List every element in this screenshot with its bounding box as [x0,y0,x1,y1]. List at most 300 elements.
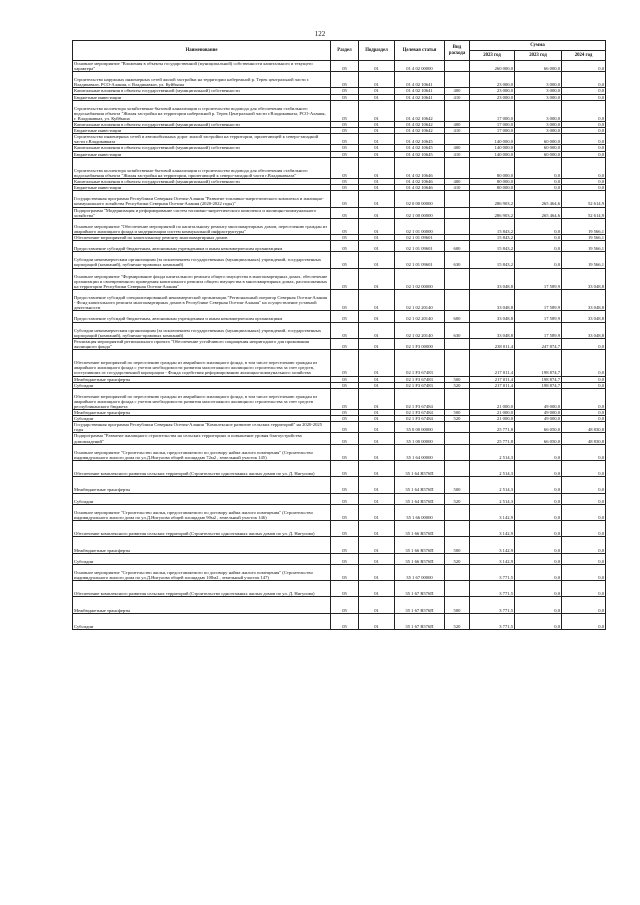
row-subsection: 01 [359,350,395,377]
row-name: Капитальные вложения в объекты государственной (муниципальной) собственности [73,122,331,128]
row-sum-2024: 33 048,8 [562,289,606,310]
row-expense-type [445,444,470,460]
row-sum-2023: 17 000,0 [470,128,515,134]
row-sum-2024: 0,0 [562,350,606,377]
row-target-article: 01 4 02 10642 [395,100,445,121]
row-target-article: 02 1 F3 67483 [395,382,445,388]
row-sum-2024: 0,0 [562,613,606,629]
row-subsection: 01 [359,597,395,613]
row-subsection: 01 [359,477,395,493]
row-subsection: 01 [359,145,395,151]
row-name: Государственная программа Республики Северная Осетия-Алания "Комплексное развитие сельских территорий" на 2020-2025 годы [73,422,331,433]
row-sum-2024: 0,0 [562,553,606,564]
row-sum-2024: 19 566,1 [562,218,606,234]
row-sum-2024: 0,0 [562,416,606,422]
row-sum-2023b: 247 874,7 [515,338,562,349]
table-row [73,613,606,629]
row-subsection: 01 [359,613,395,629]
row-sum-2024: 19 566,1 [562,241,606,252]
row-sum-2024: 0,0 [562,122,606,128]
row-sum-2023b: 265 464,6 [515,207,562,218]
row-name: Субсидии [73,382,331,388]
row-sum-2023b: 0,0 [515,477,562,493]
row-name: Обеспечение комплексного развития сельских территорий (Строительство одноэтажных жилых домов по ул. Д. Нигуоова) [73,521,331,537]
row-target-article: 02 1 F3 67483 [395,350,445,377]
row-sum-2024: 0,0 [562,145,606,151]
row-subsection: 01 [359,179,395,185]
row-target-article: 02 1 02 20140 [395,289,445,310]
row-sum-2024: 0,0 [562,444,606,460]
table-row [73,72,606,88]
row-sum-2023b: 60 000,0 [515,134,562,145]
row-expense-type: 500 [445,537,470,553]
row-expense-type: 520 [445,493,470,504]
table-row [73,521,606,537]
row-subsection: 01 [359,157,395,178]
table-row [73,61,606,72]
row-sum-2023: 2 514,3 [470,477,515,493]
row-section: 05 [331,72,359,88]
row-expense-type: 500 [445,376,470,382]
row-subsection: 01 [359,338,395,349]
row-target-article: 02 1 01 00000 [395,218,445,234]
row-sum-2024: 33 048,8 [562,322,606,338]
row-target-article: 01 4 02 10645 [395,145,445,151]
row-sum-2023b: 0,0 [515,597,562,613]
row-name: Основное мероприятие "Формирование фонда капитального ремонта общего имущества в многоквартирных домах, обеспечение организации и своевременного проведения капитального ремонта общего имущества в многоквартирных домах, расположенных на территории Республики Северная Осетия-Алания" [73,268,331,289]
header-year-2023b: 2023 год [515,51,562,61]
row-sum-2024: 0,0 [562,477,606,493]
row-section: 05 [331,218,359,234]
row-sum-2023: 2 514,3 [470,460,515,476]
table-row [73,241,606,252]
table-row [73,460,606,476]
row-sum-2023: 15 843,2 [470,218,515,234]
row-sum-2024: 48 830,8 [562,433,606,444]
row-section: 05 [331,338,359,349]
row-sum-2023b: 198 874,7 [515,350,562,377]
row-sum-2023: 15 843,2 [470,234,515,240]
row-sum-2024: 0,0 [562,376,606,382]
row-name: Основное мероприятие "Вложения в объекты государственной (муниципальной) собственности капитального и текущего характера" [73,61,331,72]
row-name: Основное мероприятие "Строительство жилья, предоставляемого по договору найма жилого помещения" (Строительство индивидуального жилого дома по ул.Д.Нигуоова общей площадью 72м2 , земельный участок 145) [73,444,331,460]
row-sum-2023b: 0,0 [515,218,562,234]
row-subsection: 01 [359,268,395,289]
row-sum-2023: 217 011,4 [470,350,515,377]
row-sum-2023b: 49 000,0 [515,388,562,409]
table-row [73,289,606,310]
table-row [73,100,606,121]
row-expense-type [445,218,470,234]
table-row [73,388,606,409]
table-row [73,581,606,597]
row-name: Капитальные вложения в объекты государственной (муниципальной) собственности [73,88,331,94]
row-target-article: 35 1 67 R576П [395,597,445,613]
row-sum-2023: 238 011,4 [470,338,515,349]
row-expense-type: 600 [445,311,470,322]
row-target-article: 02 1 02 00000 [395,268,445,289]
row-sum-2023b: 0,0 [515,185,562,191]
row-sum-2023b: 17 589,9 [515,322,562,338]
row-section: 05 [331,145,359,151]
row-section: 05 [331,234,359,240]
row-section: 05 [331,350,359,377]
row-section: 05 [331,422,359,433]
row-target-article: 35 1 66 R576П [395,521,445,537]
row-name: Субсидии [73,553,331,564]
row-section: 05 [331,207,359,218]
row-sum-2023: 21 000,0 [470,388,515,409]
row-expense-type: 520 [445,553,470,564]
row-subsection: 01 [359,207,395,218]
row-sum-2023: 3 771,5 [470,597,515,613]
row-name: Подпрограмма "Развитие жилищного строительства на сельских территориях и повышение уровня благоустройства домовладений" [73,433,331,444]
row-name: Строительство наружных инженерных сетей жилой застройки на территории набережной р. Терек центральной части г. Владикавказ, РСО-Алания, г. Владикавказ, ул. Куйбыша [73,72,331,88]
row-sum-2023: 17 000,0 [470,122,515,128]
row-sum-2024: 48 830,8 [562,422,606,433]
row-section: 05 [331,444,359,460]
row-sum-2024: 52 614,9 [562,191,606,207]
row-sum-2023b: 0,0 [515,493,562,504]
row-sum-2023: 33 048,8 [470,268,515,289]
row-name: Межбюджетные трансферты [73,410,331,416]
row-section: 05 [331,311,359,322]
row-sum-2023b: 3 000,0 [515,122,562,128]
row-sum-2023b: 3 000,0 [515,128,562,134]
row-name: Межбюджетные трансферты [73,376,331,382]
row-subsection: 01 [359,128,395,134]
row-subsection: 01 [359,61,395,72]
row-sum-2023b: 0,0 [515,521,562,537]
table-row [73,422,606,433]
row-sum-2023: 15 843,2 [470,252,515,268]
row-target-article: 35 1 67 00000 [395,564,445,580]
row-target-article: 01 4 02 10646 [395,185,445,191]
row-name: Субсидии [73,613,331,629]
row-target-article: 01 4 02 00000 [395,61,445,72]
row-sum-2024: 0,0 [562,382,606,388]
row-expense-type [445,504,470,520]
row-sum-2023b: 0,0 [515,613,562,629]
row-sum-2023: 3 771,5 [470,581,515,597]
table-row [73,564,606,580]
row-section: 05 [331,122,359,128]
row-sum-2024: 0,0 [562,72,606,88]
table-row [73,350,606,377]
row-sum-2024: 33 048,8 [562,311,606,322]
row-sum-2023: 286 903,2 [470,207,515,218]
row-expense-type [445,338,470,349]
row-target-article: 01 4 02 10642 [395,122,445,128]
row-sum-2023b: 49 000,0 [515,416,562,422]
row-target-article: 01 4 02 10646 [395,179,445,185]
page-number: 122 [314,30,326,38]
row-target-article: 01 4 02 10646 [395,157,445,178]
row-subsection: 01 [359,521,395,537]
row-expense-type [445,72,470,88]
row-section: 05 [331,553,359,564]
row-section: 05 [331,100,359,121]
row-sum-2023: 33 048,8 [470,322,515,338]
row-sum-2023: 2 514,3 [470,493,515,504]
row-subsection: 01 [359,504,395,520]
row-expense-type [445,191,470,207]
row-sum-2023: 23 000,0 [470,72,515,88]
row-sum-2023: 3 142,9 [470,537,515,553]
table-row [73,504,606,520]
row-section: 05 [331,179,359,185]
row-section: 05 [331,410,359,416]
row-sum-2023b: 60 000,0 [515,151,562,157]
row-sum-2024: 0,0 [562,338,606,349]
row-name: Капитальные вложения в объекты государственной (муниципальной) собственности [73,179,331,185]
row-section: 05 [331,268,359,289]
row-section: 05 [331,581,359,597]
row-expense-type: 410 [445,151,470,157]
row-name: Обеспечение комплексного развития сельских территорий (Строительство одноэтажных жилых домов по ул. Д. Нигуоова) [73,581,331,597]
row-subsection: 01 [359,564,395,580]
row-target-article: 35 1 64 R576П [395,493,445,504]
row-name: Строительство коллектора хозяйственно-бытовой канализации и строительство водовода для обеспечения стабильного водоснабжения объекта "Жилая застройка на территории, прилегающей к северо-западной части г.Владикавказа" [73,157,331,178]
row-target-article: 35 1 64 R576П [395,460,445,476]
header-name: Наименование [73,41,331,61]
row-sum-2023: 3 142,9 [470,504,515,520]
row-sum-2023b: 0,0 [515,460,562,476]
row-subsection: 01 [359,289,395,310]
row-expense-type: 400 [445,88,470,94]
row-subsection: 01 [359,122,395,128]
row-name: Бюджетные инвестиции [73,151,331,157]
row-sum-2023b: 66 050,0 [515,433,562,444]
table-row [73,338,606,349]
row-target-article: 02 1 00 00000 [395,207,445,218]
row-subsection: 01 [359,444,395,460]
row-sum-2023: 21 000,0 [470,416,515,422]
row-target-article: 35 1 67 R576П [395,613,445,629]
row-sum-2024: 0,0 [562,537,606,553]
row-sum-2024: 0,0 [562,179,606,185]
row-subsection: 01 [359,416,395,422]
row-sum-2023: 80 000,0 [470,185,515,191]
row-target-article: 02 1 F3 67484 [395,416,445,422]
row-subsection: 01 [359,410,395,416]
row-section: 05 [331,537,359,553]
row-sum-2023b: 66 000,0 [515,61,562,72]
row-sum-2023: 260 000,0 [470,61,515,72]
row-section: 05 [331,157,359,178]
row-name: Обеспечение мероприятий по капитальному ремонту многоквартирных домов [73,234,331,240]
row-name: Обеспечение комплексного развития сельских территорий (Строительство одноэтажных жилых домов по ул. Д. Нигуоова) [73,460,331,476]
row-sum-2023b: 3 000,0 [515,100,562,121]
row-section: 05 [331,88,359,94]
row-expense-type [445,134,470,145]
row-subsection: 01 [359,553,395,564]
row-target-article: 02 1 F3 67484 [395,410,445,416]
row-expense-type: 400 [445,122,470,128]
row-name: Субсидии некоммерческим организациям (за исключением государственных (муниципальных) учреждений, государственных корпораций (компаний), публично-правовых компаний) [73,322,331,338]
row-sum-2023b: 3 000,0 [515,72,562,88]
row-target-article: 35 1 66 R576П [395,537,445,553]
row-sum-2024: 0,0 [562,581,606,597]
row-sum-2023: 3 142,9 [470,521,515,537]
row-section: 05 [331,94,359,100]
row-section: 05 [331,134,359,145]
row-sum-2023b: 265 464,6 [515,191,562,207]
row-section: 05 [331,416,359,422]
row-sum-2023b: 0,0 [515,241,562,252]
row-subsection: 01 [359,218,395,234]
row-target-article: 02 1 01 09601 [395,241,445,252]
row-sum-2023: 23 000,0 [470,88,515,94]
row-sum-2023b: 17 589,9 [515,268,562,289]
row-expense-type: 410 [445,185,470,191]
row-subsection: 01 [359,382,395,388]
row-section: 05 [331,597,359,613]
row-target-article: 35 1 66 00000 [395,504,445,520]
row-expense-type [445,388,470,409]
row-sum-2023b: 198 874,7 [515,376,562,382]
row-sum-2023: 140 000,0 [470,134,515,145]
row-expense-type: 400 [445,179,470,185]
row-sum-2023: 80 000,0 [470,179,515,185]
row-name: Основное мероприятие "Строительство жилья, предоставляемого по договору найма жилого помещения" (Строительство индивидуального жилого дома по ул.Д.Нигуоова общей площадью 108м2 , земельный участок 147) [73,564,331,580]
row-subsection: 01 [359,581,395,597]
row-sum-2023: 17 000,0 [470,100,515,121]
row-name: Межбюджетные трансферты [73,477,331,493]
row-sum-2023: 140 000,0 [470,151,515,157]
row-target-article: 02 0 00 00000 [395,191,445,207]
row-section: 05 [331,433,359,444]
table-row [73,597,606,613]
row-sum-2023b: 17 589,9 [515,289,562,310]
row-sum-2023: 21 000,0 [470,410,515,416]
row-expense-type: 500 [445,597,470,613]
row-section: 05 [331,564,359,580]
row-sum-2023: 25 771,8 [470,433,515,444]
row-subsection: 01 [359,88,395,94]
row-section: 05 [331,388,359,409]
row-sum-2024: 52 614,9 [562,207,606,218]
row-subsection: 01 [359,252,395,268]
row-target-article: 35 1 64 00000 [395,444,445,460]
header-year-2023: 2023 год [470,51,515,61]
row-target-article: 02 1 01 09601 [395,234,445,240]
row-subsection: 01 [359,460,395,476]
row-sum-2024: 0,0 [562,151,606,157]
header-year-2024: 2024 год [562,51,606,61]
table-row [73,493,606,504]
row-sum-2023b: 0,0 [515,157,562,178]
row-name: Межбюджетные трансферты [73,597,331,613]
row-target-article: 02 1 02 20140 [395,311,445,322]
row-sum-2024: 0,0 [562,157,606,178]
row-name: Субсидии [73,493,331,504]
row-expense-type: 630 [445,252,470,268]
row-sum-2023b: 0,0 [515,444,562,460]
row-sum-2023b: 49 000,0 [515,410,562,416]
row-sum-2024: 0,0 [562,388,606,409]
table-row [73,553,606,564]
row-section: 05 [331,322,359,338]
row-section: 05 [331,185,359,191]
table-row [73,322,606,338]
row-subsection: 01 [359,422,395,433]
table-body [73,61,606,630]
table-row [73,191,606,207]
row-sum-2024: 0,0 [562,100,606,121]
row-section: 05 [331,376,359,382]
row-section: 05 [331,191,359,207]
row-expense-type [445,268,470,289]
row-section: 05 [331,613,359,629]
row-sum-2023: 25 771,8 [470,422,515,433]
table-row [73,218,606,234]
row-subsection: 01 [359,493,395,504]
row-sum-2023: 23 000,0 [470,94,515,100]
row-sum-2024: 0,0 [562,460,606,476]
row-expense-type [445,521,470,537]
row-sum-2024: 0,0 [562,597,606,613]
row-section: 05 [331,460,359,476]
row-target-article: 02 1 02 20140 [395,322,445,338]
row-expense-type [445,422,470,433]
row-sum-2023b: 3 000,0 [515,88,562,94]
table-row [73,311,606,322]
row-sum-2024: 0,0 [562,185,606,191]
row-subsection: 01 [359,191,395,207]
row-subsection: 01 [359,241,395,252]
row-sum-2024: 0,0 [562,504,606,520]
row-sum-2023: 33 048,8 [470,289,515,310]
row-sum-2023: 217 011,4 [470,382,515,388]
row-subsection: 01 [359,537,395,553]
row-expense-type [445,289,470,310]
row-sum-2023b: 3 000,0 [515,94,562,100]
row-name: Бюджетные инвестиции [73,128,331,134]
table-row [73,444,606,460]
row-subsection: 01 [359,234,395,240]
row-subsection: 01 [359,151,395,157]
row-sum-2023b: 0,0 [515,179,562,185]
row-section: 05 [331,504,359,520]
row-name: Бюджетные инвестиции [73,185,331,191]
row-name: Межбюджетные трансферты [73,537,331,553]
row-sum-2024: 19 566,1 [562,234,606,240]
row-expense-type [445,564,470,580]
row-expense-type: 410 [445,94,470,100]
row-sum-2023b: 0,0 [515,537,562,553]
header-target-article: Целевая статья [395,41,445,61]
table-row [73,134,606,145]
row-section: 05 [331,61,359,72]
row-name: Предоставление субсидий бюджетным, автономным учреждениям и иным некоммерческим организациям [73,311,331,322]
row-name: Обеспечение мероприятий по переселению граждан из аварийного жилищного фонда, в том числе переселению граждан из аварийного жилищного фонда с учетом необходимости развития малоэтажного жилищного строительства за счет средств, поступивших от государственной корпорации - Фонда содействия реформированию жилищно-коммунального хозяйства [73,350,331,377]
header-section: Раздел [331,41,359,61]
row-name: Капитальные вложения в объекты государственной (муниципальной) собственности [73,145,331,151]
row-name: Бюджетные инвестиции [73,94,331,100]
row-expense-type [445,61,470,72]
row-expense-type: 520 [445,416,470,422]
row-subsection: 01 [359,134,395,145]
row-name: Предоставление субсидий специализированной некоммерческой организации "Региональный оператор Северная Осетия-Алания - Фонд капитального ремонта многоквартирных домов в Республике Северная Осетия-Алания" на осуществление уставной деятельности [73,289,331,310]
row-name: Предоставление субсидий бюджетным, автономным учреждениям и иным некоммерческим организациям [73,241,331,252]
row-sum-2024: 0,0 [562,61,606,72]
row-section: 05 [331,477,359,493]
row-target-article: 01 4 02 10641 [395,94,445,100]
row-sum-2023: 33 048,8 [470,311,515,322]
row-name: Реализация мероприятий регионального проекта "Обеспечение устойчивого сокращения непригодного для проживания жилищного фонда" [73,338,331,349]
row-target-article: 02 1 01 09601 [395,252,445,268]
